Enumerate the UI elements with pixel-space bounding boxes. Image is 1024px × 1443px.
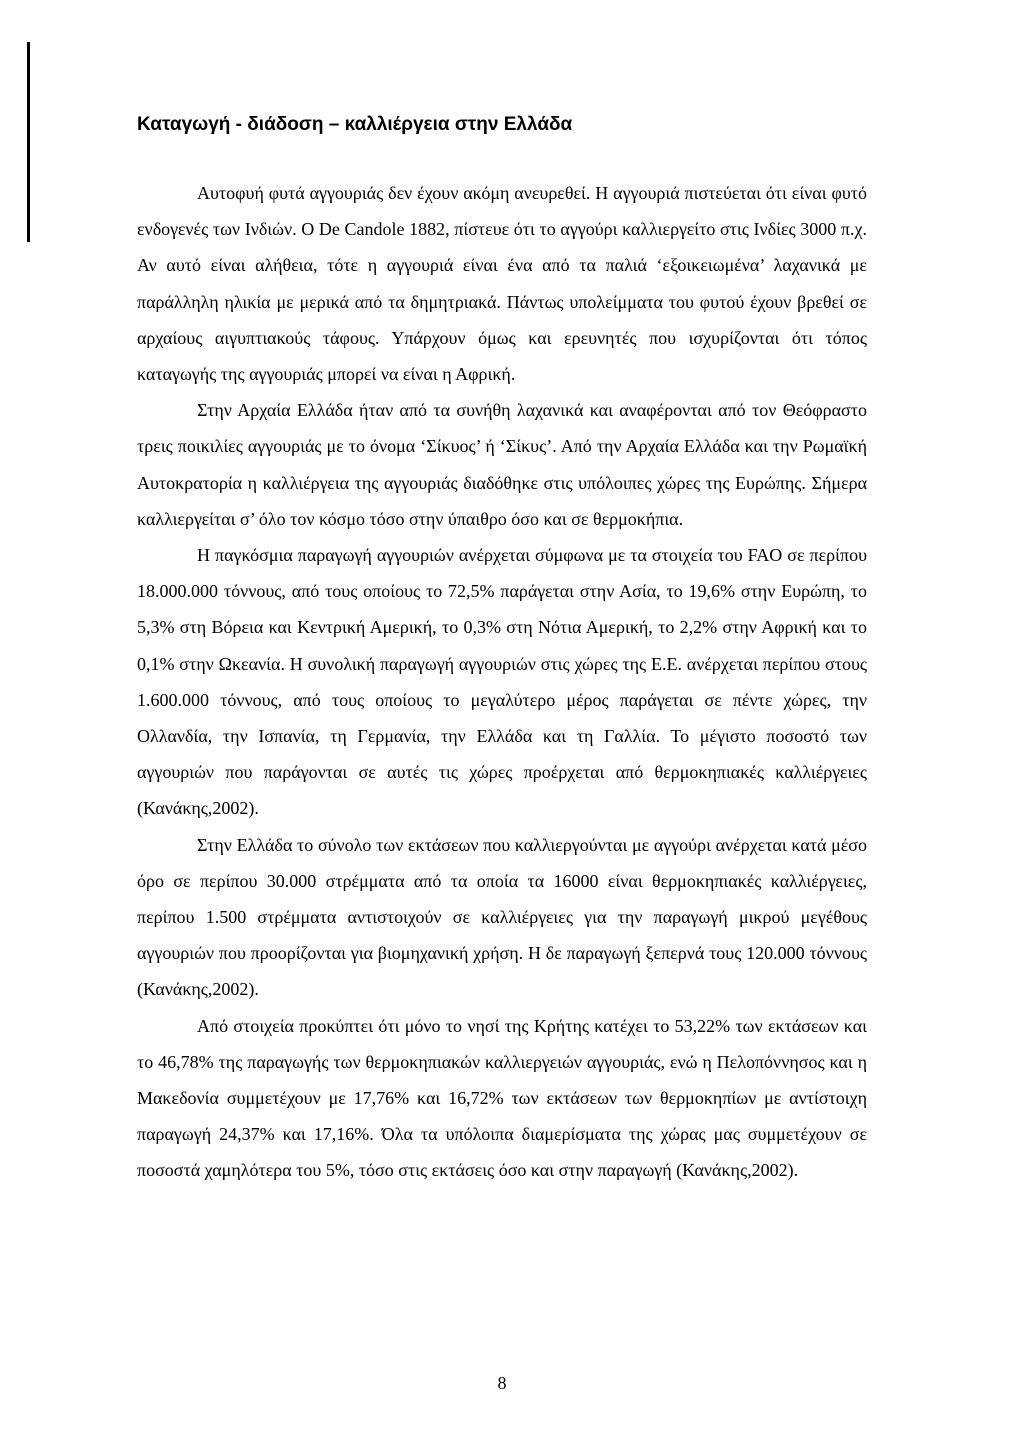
paragraph-origin: Αυτοφυή φυτά αγγουριάς δεν έχουν ακόμη ανευρεθεί. Η αγγουριά πιστεύεται ότι είναι φυτό ενδογενές των Ινδιών. Ο De Candole 1882, πίστευε ότι το αγγούρι καλλιεργείτο στις Ινδίες 3000 π.χ. Αν αυτό είναι αλήθεια, τότε η αγγουριά είναι ένα από τα παλιά ‘εξοικειωμένα’ λαχανικά με παράλληλη ηλικία με μερικά από τα δημητριακά. Πάντως υπολείμματα του φυτού έχουν βρεθεί σε αρχαίους αιγυπτιακούς τάφους. Υπάρχουν όμως και ερευνητές που ισχυρίζονται ότι τόπος καταγωγής της αγγουριάς μπορεί να είναι η Αφρική. [137, 183, 867, 385]
paragraph-regional-statistics: Από στοιχεία προκύπτει ότι μόνο το νησί της Κρήτης κατέχει το 53,22% των εκτάσεων και το 46,78% της παραγωγής των θερμοκηπιακών καλλιεργειών αγγουριάς, ενώ η Πελοπόννησος και η Μακεδονία συμμετέχουν με 17,76% και 16,72% των εκτάσεων των θερμοκηπίων με αντίστοιχη παραγωγή 24,37% και 17,16%. Όλα τα υπόλοιπα διαμερίσματα της χώρας μας συμμετέχουν σε ποσοστά χαμηλότερα του 5%, τόσο στις εκτάσεις όσο και στην παραγωγή (Κανάκης,2002). [137, 1015, 867, 1181]
paragraph-world-production: Η παγκόσμια παραγωγή αγγουριών ανέρχεται σύμφωνα με τα στοιχεία του FAO σε περίπου 18.000.000 τόννους, από τους οποίους το 72,5% παράγεται στην Ασία, το 19,6% στην Ευρώπη, το 5,3% στη Βόρεια και Κεντρική Αμερική, το 0,3% στη Νότια Αμερική, το 2,2% στην Αφρική και το 0,1% στην Ωκεανία. Η συνολική παραγωγή αγγουριών στις χώρες της Ε.Ε. ανέρχεται περίπου στους 1.600.000 τόννους, από τους οποίους το μεγαλύτερο μέρος παράγεται σε πέντε χώρες, την Ολλανδία, την Ισπανία, τη Γερμανία, την Ελλάδα και τη Γαλλία. Το μέγιστο ποσοστό των αγγουριών που παράγονται σε αυτές τις χώρες προέρχεται από θερμοκηπιακές καλλιέργειες (Κανάκης,2002). [137, 545, 867, 819]
section-heading: Καταγωγή - διάδοση – καλλιέργεια στην Ελλάδα [137, 114, 573, 135]
scan-margin-line [27, 42, 30, 242]
document-page [137, 112, 867, 1393]
paragraph-greece-cultivation: Στην Ελλάδα το σύνολο των εκτάσεων που καλλιεργούνται με αγγούρι ανέρχεται κατά μέσο όρο σε περίπου 30.000 στρέμματα από τα οποία τα 16000 είναι θερμοκηπιακές καλλιέργειες, περίπου 1.500 στρέμματα αντιστοιχούν σε καλλιέργειες για την παραγωγή μικρού μεγέθους αγγουριών που προορίζονται για βιομηχανική χρήση. Η δε παραγωγή ξεπερνά τους 120.000 τόννους (Κανάκης,2002). [137, 834, 867, 1000]
paragraph-ancient-greece: Στην Αρχαία Ελλάδα ήταν από τα συνήθη λαχανικά και αναφέρονται από τον Θεόφραστο τρεις ποικιλίες αγγουριάς με το όνομα ‘Σίκυος’ ή ‘Σίκυς’. Από την Αρχαία Ελλάδα και την Ρωμαϊκή Αυτοκρατορία η καλλιέργεια της αγγουριάς διαδόθηκε στις υπόλοιπες χώρες της Ευρώπης. Σήμερα καλλιεργείται σ’ όλο τον κόσμο τόσο στην ύπαιθρο όσο και σε θερμοκήπια. [137, 400, 867, 529]
page-number: 8 [497, 1373, 507, 1393]
